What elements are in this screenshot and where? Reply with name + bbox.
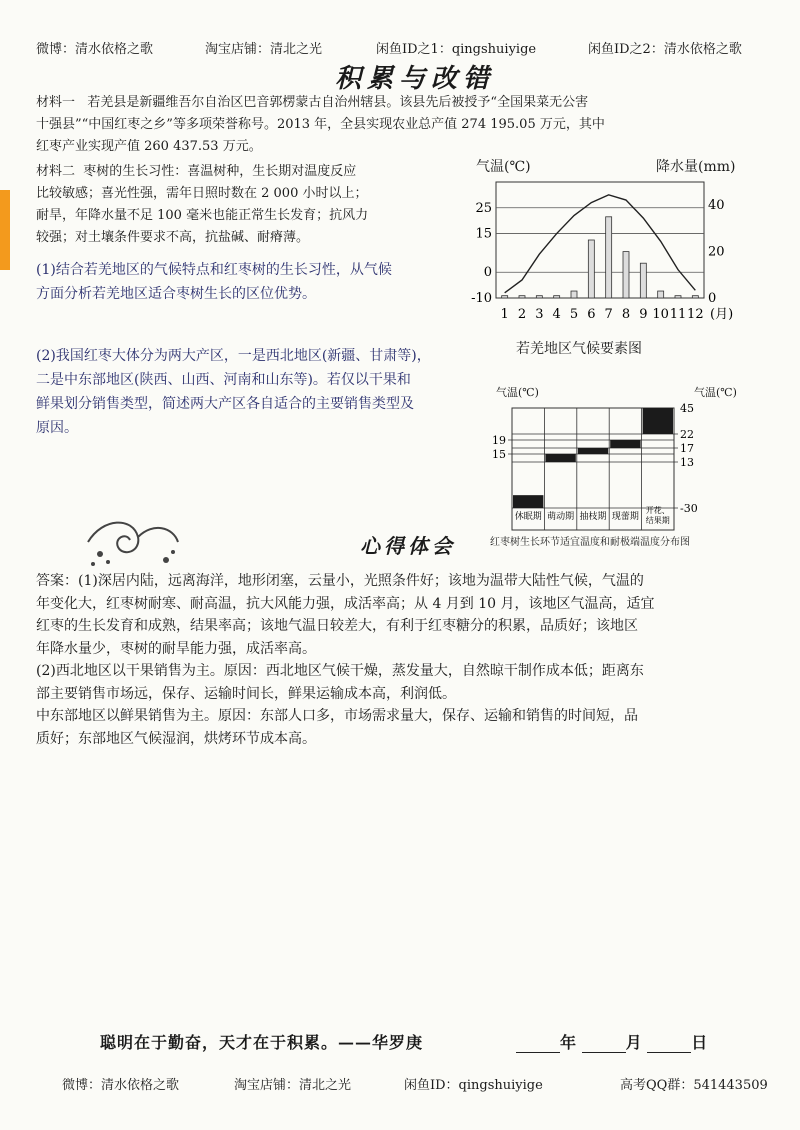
stage-category-label: 开花、 (645, 506, 670, 515)
stage-axis-right-label: 气温(℃) (694, 386, 737, 399)
flourish-decoration (78, 512, 188, 572)
highlight-strip (0, 190, 10, 270)
month-tick-label: 4 (552, 307, 561, 322)
precip-bar (658, 291, 664, 298)
stage-category-label: 抽枝期 (579, 512, 607, 522)
month-tick-label: 2 (517, 307, 527, 322)
material-2-line-2: 比较敏感；喜光性强，需年日照时数在 2 000 小时以上； (36, 186, 368, 201)
question-2-line-2: 二是中东部地区(陕西、山西、河南和山东等)。若仅以干果和 (36, 372, 411, 388)
stage-right-tick: 13 (680, 456, 694, 469)
stage-category-label: 休眠期 (514, 512, 542, 522)
temperature-line (505, 195, 696, 293)
question-2-line-1: (2)我国红枣大体分为两大产区，一是西北地区(新疆、甘肃等)， (36, 348, 431, 364)
date-fields (516, 1030, 707, 1053)
material-1-label: 材料一 (36, 95, 76, 110)
stage-left-tick: 15 (492, 448, 506, 461)
precip-bar (502, 296, 508, 298)
footer-xianyu: 闲鱼ID：qingshuiyige (404, 1078, 543, 1093)
month-label: 月 (625, 1033, 642, 1052)
material-1-text-2: 十强县”“中国红枣之乡”等多项荣誉称号。2013 年，全县实现农业总产值 274 195.05 万元，其中 (36, 117, 605, 132)
material-1-text-3: 红枣产业实现产值 260 437.53 万元。 (36, 139, 262, 154)
day-label: 日 (691, 1033, 708, 1052)
month-tick-label: 10 (652, 307, 669, 322)
climate-chart-caption: 若羌地区气候要素图 (516, 341, 642, 357)
stage-range-bar (545, 454, 575, 462)
stage-category-label: 结果期 (645, 516, 670, 525)
precip-tick-label: 0 (708, 291, 717, 306)
stage-range-bar (578, 448, 608, 454)
year-blank[interactable] (516, 1036, 560, 1053)
question-2-line-4: 原因。 (36, 420, 78, 436)
precip-bar (519, 296, 525, 298)
stage-category-label: 现蕾期 (611, 512, 639, 522)
precip-bar (588, 240, 594, 298)
reflection-title: 心得体会 (360, 534, 456, 558)
temp-tick-label: 15 (475, 226, 492, 242)
precip-axis-label: 降水量(mm) (656, 159, 736, 175)
stage-right-tick: 45 (680, 402, 694, 415)
day-blank[interactable] (647, 1036, 691, 1053)
climate-chart-svg (468, 156, 788, 356)
material-2-line-3: 耐旱，年降水量不足 100 毫米也能正常生长发育；抗风力 (36, 208, 369, 223)
month-tick-label: 1 (500, 307, 509, 322)
stage-range-bar (610, 440, 640, 448)
header-xianyu-2: 闲鱼ID之2：清水依格之歌 (588, 42, 742, 57)
footer-weibo: 微博：清水依格之歌 (62, 1078, 180, 1093)
stage-category-label: 萌动期 (547, 512, 575, 522)
stage-chart (468, 382, 788, 552)
month-tick-label: 3 (535, 307, 544, 322)
month-tick-label: 11 (669, 307, 687, 322)
header-xianyu-1: 闲鱼ID之1：qingshuiyige (376, 42, 537, 57)
answer-block (36, 570, 776, 750)
answer-1-line-3: 红枣的生长发育和成熟，结果率高；该地气温日较差大，有利于红枣糖分的积累，品质好；该地区 (36, 618, 638, 634)
stage-right-tick: -30 (680, 502, 698, 515)
temp-tick-label: -10 (471, 291, 492, 306)
answer-1-line-1: 答案：(1)深居内陆，远离海洋，地形闭塞，云量小，光照条件好；该地为温带大陆性气候，气温的 (36, 573, 644, 589)
month-blank[interactable] (582, 1036, 626, 1053)
precip-bar (554, 296, 560, 298)
precip-tick-label: 40 (708, 198, 725, 214)
stage-left-tick: 19 (492, 434, 506, 447)
month-tick-label: 6 (587, 307, 596, 322)
month-axis-suffix: (月) (710, 307, 734, 322)
month-tick-label: 5 (569, 307, 579, 322)
header-weibo: 微博：清水依格之歌 (36, 42, 154, 57)
page-title: 积累与改错 (335, 64, 496, 94)
temp-tick-label: 25 (475, 200, 492, 216)
temp-axis-label: 气温(℃) (476, 159, 531, 175)
precip-bar (692, 296, 698, 298)
material-1-text-1: 若羌县是新疆维吾尔自治区巴音郭楞蒙古自治州辖县。该县先后被授予“全国果菜无公害 (87, 95, 589, 110)
answer-2-line-2: 部主要销售市场远，保存、运输时间长，鲜果运输成本高，利润低。 (36, 685, 456, 702)
stage-right-tick: 22 (680, 428, 694, 441)
answer-1-line-2: 年变化大，红枣树耐寒、耐高温，抗大风能力强，成活率高；从 4 月到 10 月，该地区气温高，适宜 (36, 595, 655, 612)
stage-right-tick: 17 (680, 442, 694, 455)
precip-bar (571, 291, 577, 298)
footer-shop: 淘宝店铺：清北之光 (234, 1078, 352, 1093)
temp-tick-label: 0 (483, 265, 492, 281)
stage-range-bar (513, 495, 543, 508)
question-1 (36, 258, 466, 306)
question-1-line-1: (1)结合若羌地区的气候特点和红枣树的生长习性，从气候 (36, 262, 392, 278)
climate-chart (468, 156, 788, 356)
material-2-line-1: 枣树的生长习性：喜温树种，生长期对温度反应 (83, 164, 357, 179)
precip-tick-label: 20 (708, 244, 725, 260)
precip-bar (623, 252, 629, 298)
question-1-line-2: 方面分析若羌地区适合枣树生长的区位优势。 (36, 286, 316, 302)
year-label: 年 (560, 1033, 577, 1052)
stage-range-bar (643, 408, 673, 434)
footer-motto: 聪明在于勤奋，天才在于积累。——华罗庚 (100, 1033, 424, 1052)
precip-bar (606, 217, 612, 298)
answer-2-line-1: (2)西北地区以干果销售为主。原因：西北地区气候干燥，蒸发量大，自然晾干制作成本低；距离东 (36, 663, 644, 679)
precip-bar (675, 296, 681, 298)
question-2 (36, 344, 476, 440)
footer-qq: 高考QQ群：541443509 (620, 1078, 768, 1093)
month-tick-label: 8 (621, 307, 631, 322)
month-tick-label: 7 (604, 307, 613, 322)
material-1 (36, 92, 776, 158)
material-2-label: 材料二 (36, 164, 76, 179)
stage-chart-caption: 红枣树生长环节适宜温度和耐极端温度分布图 (490, 537, 690, 548)
header-shop: 淘宝店铺：清北之光 (205, 42, 323, 57)
answer-1-line-4: 年降水量少，枣树的耐旱能力强，成活率高。 (36, 640, 316, 657)
precip-bar (536, 296, 542, 298)
month-tick-label: 12 (687, 307, 704, 322)
answer-2-line-3: 中东部地区以鲜果销售为主。原因：东部人口多，市场需求量大，保存、运输和销售的时间短，品 (36, 708, 638, 724)
stage-chart-svg (468, 382, 788, 552)
question-2-line-3: 鲜果划分销售类型，简述两大产区各自适合的主要销售类型及 (36, 396, 414, 412)
precip-bar (640, 263, 646, 298)
month-tick-label: 9 (639, 307, 648, 322)
answer-2-line-4: 质好；东部地区气候湿润，烘烤环节成本高。 (36, 730, 316, 747)
material-2 (36, 161, 456, 249)
material-2-line-4: 较强；对土壤条件要求不高，抗盐碱、耐瘠薄。 (36, 230, 310, 245)
stage-axis-left-label: 气温(℃) (496, 386, 539, 399)
